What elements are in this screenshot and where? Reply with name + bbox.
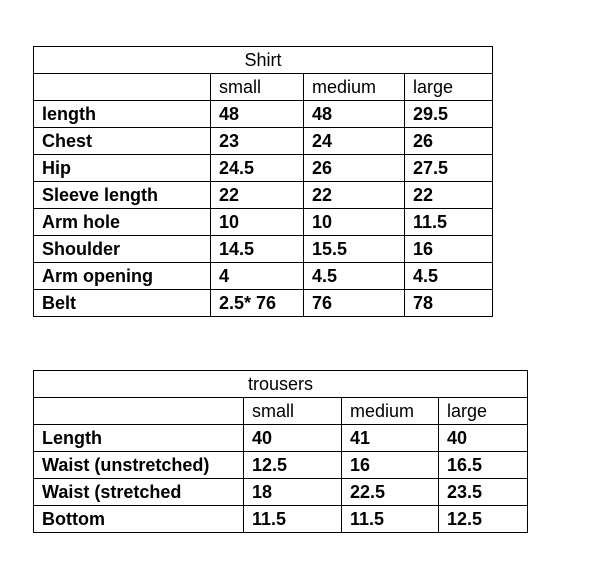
- row-label: Shoulder: [34, 236, 211, 263]
- cell-small: 48: [211, 101, 304, 128]
- table-row: [34, 155, 493, 182]
- cell-large: 29.5: [405, 101, 493, 128]
- cell-medium: 15.5: [304, 236, 405, 263]
- cell-small: 24.5: [211, 155, 304, 182]
- table-row: [34, 479, 528, 506]
- cell-medium: 22.5: [342, 479, 439, 506]
- cell-medium: 41: [342, 425, 439, 452]
- cell-small: 22: [211, 182, 304, 209]
- table-row: [34, 236, 493, 263]
- table-row: [34, 209, 493, 236]
- cell-medium: 48: [304, 101, 405, 128]
- cell-large: 12.5: [439, 506, 528, 533]
- shirt-header-large: large: [405, 74, 493, 101]
- table-row: [34, 101, 493, 128]
- cell-small: 18: [244, 479, 342, 506]
- row-label: Sleeve length: [34, 182, 211, 209]
- row-label: Hip: [34, 155, 211, 182]
- cell-large: 16.5: [439, 452, 528, 479]
- table-row: [34, 425, 528, 452]
- table-row: [34, 263, 493, 290]
- shirt-header-row: [34, 74, 493, 101]
- cell-medium: 76: [304, 290, 405, 317]
- trousers-size-table: [33, 370, 528, 533]
- cell-large: 27.5: [405, 155, 493, 182]
- trousers-header-small: small: [244, 398, 342, 425]
- trousers-header-row: [34, 398, 528, 425]
- row-label: Waist (unstretched): [34, 452, 244, 479]
- row-label: Arm hole: [34, 209, 211, 236]
- row-label: length: [34, 101, 211, 128]
- table-row: [34, 290, 493, 317]
- cell-small: 14.5: [211, 236, 304, 263]
- cell-medium: 10: [304, 209, 405, 236]
- cell-small: 4: [211, 263, 304, 290]
- shirt-header-small: small: [211, 74, 304, 101]
- cell-medium: 26: [304, 155, 405, 182]
- cell-medium: 24: [304, 128, 405, 155]
- table-row: [34, 182, 493, 209]
- cell-small: 40: [244, 425, 342, 452]
- cell-small: 23: [211, 128, 304, 155]
- trousers-header-empty: [34, 398, 244, 425]
- cell-large: 23.5: [439, 479, 528, 506]
- cell-small: 2.5* 76: [211, 290, 304, 317]
- cell-large: 26: [405, 128, 493, 155]
- cell-large: 22: [405, 182, 493, 209]
- trousers-header-medium: medium: [342, 398, 439, 425]
- shirt-table-title: Shirt: [34, 47, 493, 74]
- cell-large: 40: [439, 425, 528, 452]
- cell-large: 16: [405, 236, 493, 263]
- trousers-header-large: large: [439, 398, 528, 425]
- cell-medium: 16: [342, 452, 439, 479]
- cell-medium: 22: [304, 182, 405, 209]
- cell-small: 10: [211, 209, 304, 236]
- cell-medium: 11.5: [342, 506, 439, 533]
- row-label: Belt: [34, 290, 211, 317]
- row-label: Bottom: [34, 506, 244, 533]
- shirt-title-row: [34, 47, 493, 74]
- cell-small: 12.5: [244, 452, 342, 479]
- row-label: Length: [34, 425, 244, 452]
- cell-large: 78: [405, 290, 493, 317]
- cell-large: 4.5: [405, 263, 493, 290]
- trousers-title-row: [34, 371, 528, 398]
- shirt-size-table: [33, 46, 493, 317]
- cell-small: 11.5: [244, 506, 342, 533]
- trousers-table-title: trousers: [34, 371, 528, 398]
- shirt-header-medium: medium: [304, 74, 405, 101]
- table-row: [34, 452, 528, 479]
- cell-large: 11.5: [405, 209, 493, 236]
- row-label: Chest: [34, 128, 211, 155]
- row-label: Waist (stretched: [34, 479, 244, 506]
- shirt-header-empty: [34, 74, 211, 101]
- table-row: [34, 506, 528, 533]
- cell-medium: 4.5: [304, 263, 405, 290]
- table-row: [34, 128, 493, 155]
- row-label: Arm opening: [34, 263, 211, 290]
